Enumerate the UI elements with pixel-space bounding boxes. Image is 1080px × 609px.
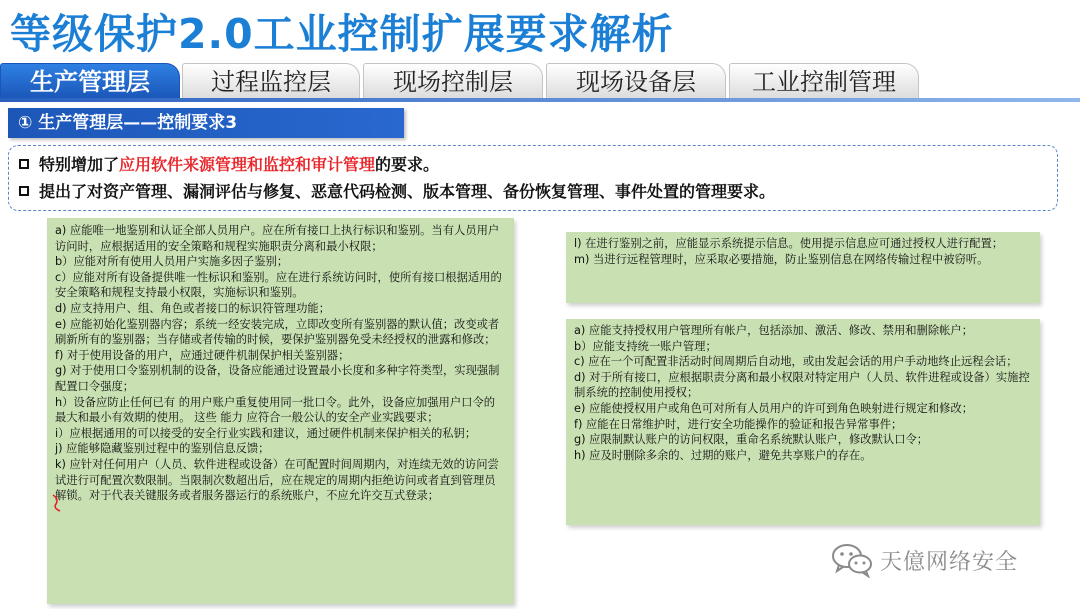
summary-line-2-text: 提出了对资产管理、漏洞评估与修复、恶意代码检测、版本管理、备份恢复管理、事件处置的管理要求。	[39, 182, 776, 201]
checkbox-bullet-icon	[19, 159, 29, 169]
left-requirements-box	[47, 218, 514, 604]
summary-box	[8, 145, 1058, 211]
checkbox-bullet-icon	[19, 186, 29, 196]
requirement-item: g) 对于使用口令鉴别机制的设备，设备应能通过设置最小长度和多种字符类型，实现强制配置口令强度；	[55, 364, 500, 393]
right-bottom-requirements-box	[566, 319, 1040, 525]
requirement-item: b）应能支持统一账户管理；	[574, 339, 717, 353]
requirement-item: a) 应能支持授权用户管理所有帐户，包括添加、激活、修改、禁用和删除帐户；	[574, 324, 974, 337]
requirement-item: c) 应在一个可配置非活动时间周期后自动地，或由发起会话的用户手动地终止远程会话；	[574, 355, 1018, 369]
wechat-icon	[830, 542, 874, 578]
requirement-item: d) 对于所有接口，应根据职责分离和最小权限对特定用户（人员、软件进程或设备）实施控制系统的控制使用授权；	[574, 370, 1030, 400]
requirement-item: e) 应能使授权用户或角色可对所有人员用户的许可到角色映射进行规定和修改；	[574, 401, 974, 415]
tab-process-monitoring[interactable]: 过程监控层	[182, 63, 360, 99]
requirement-item: m) 当进行远程管理时，应采取必要措施，防止鉴别信息在网络传输过程中被窃听。	[574, 252, 989, 266]
summary-line-1-prefix: 特别增加了	[39, 155, 120, 174]
red-annotation-mark-icon	[50, 493, 64, 513]
requirement-item: l) 在进行鉴别之前，应能显示系统提示信息。使用提示信息应可通过授权人进行配置；	[574, 237, 1004, 250]
requirement-item: a) 应能唯一地鉴别和认证全部人员用户。应在所有接口上执行标识和鉴别。当有人员用户访问时，应根据适用的安全策略和规程实施职责分离和最小权限；	[55, 224, 500, 253]
summary-line-1	[19, 152, 439, 178]
tab-industrial-control-management[interactable]: 工业控制管理	[729, 63, 919, 99]
summary-highlight: 应用软件来源管理和监控和审计管理	[119, 155, 376, 174]
requirement-item: f) 对于使用设备的用户，应通过硬件机制保护相关鉴别器；	[55, 348, 350, 362]
requirement-item: h) 应及时删除多余的、过期的账户，避免共享账户的存在。	[574, 448, 872, 462]
requirement-item: f) 应能在日常维护时，进行安全功能操作的验证和报告异常事件；	[574, 417, 903, 431]
page-title: 等级保护2.0工业控制扩展要求解析	[10, 10, 674, 58]
requirement-item: g) 应限制默认账户的访问权限，重命名系统默认账户，修改默认口令；	[574, 433, 929, 447]
requirement-item: b）应能对所有使用人员用户实施多因子鉴别；	[55, 255, 289, 269]
requirement-item: d) 应支持用户、组、角色或者接口的标识符管理功能；	[55, 301, 330, 315]
tab-production-management[interactable]: 生产管理层	[0, 63, 180, 99]
tab-bar	[0, 63, 1080, 99]
summary-line-1-suffix: 的要求。	[375, 155, 440, 174]
tab-field-control[interactable]: 现场控制层	[363, 63, 543, 99]
requirement-item: e) 应能初始化鉴别器内容；系统一经安装完成，立即改变所有鉴别器的默认值；改变或者刷新所有的鉴别器；当存储或者传输的时候，要保护鉴别器免受未经授权的泄露和修改；	[55, 317, 500, 347]
requirement-item: c）应能对所有设备提供唯一性标识和鉴别。应在进行系统访问时，使所有接口根据适用的安全策略和规程支持最小权限，实施标识和鉴别。	[55, 270, 502, 300]
watermark-text: 天億网络安全	[880, 549, 1019, 575]
tab-field-device[interactable]: 现场设备层	[546, 63, 726, 99]
requirement-item: i）应根据通用的可以接受的安全行业实践和建议，通过硬件机制来保护相关的私钥；	[55, 426, 477, 440]
requirement-item: k) 应针对任何用户（人员、软件进程或设备）在可配置时间周期内，对连续无效的访问尝试进行可配置次数限制。当限制次数超出后，应在规定的周期内拒绝访问或者直到管理员解锁。对于代表关键服务或者服务器运行的系统账户，不应允许交互式登录；	[55, 457, 499, 503]
requirement-item: j) 应能够隐藏鉴别过程中的鉴别信息反馈；	[55, 442, 270, 456]
summary-line-2	[19, 179, 775, 205]
requirement-item: h）设备应防止任何已有 的用户账户重复使用同一批口令。此外，设备应加强用户口令的最大和最小有效期的使用。 这些 能力 应符合一般公认的安全产业实践要求；	[55, 395, 496, 425]
tab-underline	[0, 98, 1080, 102]
right-top-requirements-box	[566, 232, 1040, 303]
section-heading: ① 生产管理层——控制要求3	[8, 108, 404, 138]
watermark	[830, 540, 1060, 580]
